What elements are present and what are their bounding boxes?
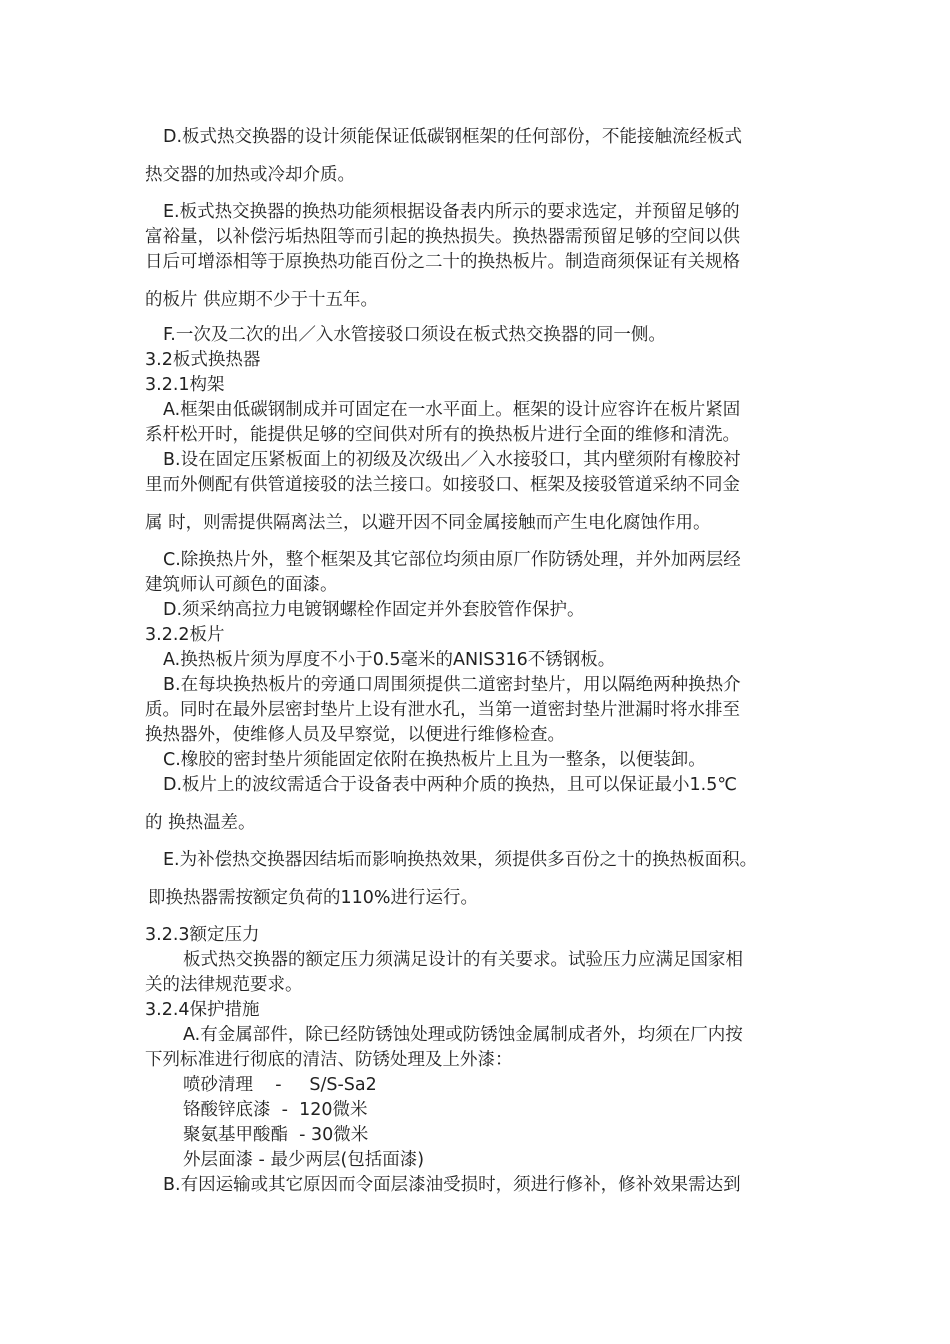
text-line: 富裕量，以补偿污垢热阻等而引起的换热损失。换热器需预留足够的空间以供	[145, 227, 740, 247]
section-heading: 3.2.1构架	[145, 375, 225, 395]
text-line: 质。同时在最外层密封垫片上设有泄水孔，当第一道密封垫片泄漏时将水排至	[145, 700, 740, 720]
text-line: 的 换热温差。	[145, 813, 256, 833]
text-line: B.有因运输或其它原因而令面层漆油受损时，须进行修补，修补效果需达到	[163, 1175, 741, 1195]
text-line: 热交器的加热或冷却介质。	[145, 165, 355, 185]
text-line: C.橡胶的密封垫片须能固定依附在换热板片上且为一整条，以便装卸。	[163, 750, 706, 770]
text-line: B.在每块换热板片的旁通口周围须提供二道密封垫片，用以隔绝两种换热介	[163, 675, 741, 695]
text-line: 系杆松开时，能提供足够的空间供对所有的换热板片进行全面的维修和清洗。	[145, 425, 740, 445]
section-heading: 3.2板式换热器	[145, 350, 261, 370]
spec-line: 外层面漆 - 最少两层(包括面漆)	[183, 1150, 425, 1170]
text-line: 换热器外，使维修人员及早察觉，以便进行维修检查。	[145, 725, 565, 745]
spec-line: 铬酸锌底漆 - 120微米	[183, 1100, 368, 1120]
text-line: D.板式热交换器的设计须能保证低碳钢框架的任何部份，不能接触流经板式	[163, 127, 743, 147]
text-line: A.换热板片须为厚度不小于0.5毫米的ANIS316不锈钢板。	[163, 650, 616, 670]
text-line: A.框架由低碳钢制成并可固定在一水平面上。框架的设计应容许在板片紧固	[163, 400, 741, 420]
text-line: D.须采纳高拉力电镀钢螺栓作固定并外套胶管作保护。	[163, 600, 585, 620]
text-line: 建筑师认可颜色的面漆。	[145, 575, 338, 595]
text-line: C.除换热片外，整个框架及其它部位均须由原厂作防锈处理，并外加两层经	[163, 550, 741, 570]
text-line: 里而外侧配有供管道接驳的法兰接口。如接驳口、框架及接驳管道采纳不同金	[145, 475, 740, 495]
spec-line: 聚氨基甲酸酯 - 30微米	[183, 1125, 369, 1145]
section-heading: 3.2.2板片	[145, 625, 225, 645]
section-heading: 3.2.4保护措施	[145, 1000, 260, 1020]
text-line: 板式热交换器的额定压力须满足设计的有关要求。试验压力应满足国家相	[183, 950, 743, 970]
section-heading: 3.2.3额定压力	[145, 925, 260, 945]
text-line: E.为补偿热交换器因结垢而影响换热效果，须提供多百份之十的换热板面积。	[163, 850, 758, 870]
text-line: 的板片 供应期不少于十五年。	[145, 290, 379, 310]
text-line: 即换热器需按额定负荷的110%进行运行。	[148, 888, 479, 908]
text-line: F.一次及二次的出／入水管接驳口须设在板式热交换器的同一侧。	[163, 325, 666, 345]
text-line: D.板片上的波纹需适合于设备表中两种介质的换热，且可以保证最小1.5℃	[163, 775, 738, 795]
text-line: A.有金属部件，除已经防锈蚀处理或防锈蚀金属制成者外，均须在厂内按	[183, 1025, 743, 1045]
text-line: 属 时，则需提供隔离法兰，以避开因不同金属接触而产生电化腐蚀作用。	[145, 513, 711, 533]
text-line: B.设在固定压紧板面上的初级及次级出／入水接驳口，其内壁须附有橡胶衬	[163, 450, 741, 470]
text-line: 下列标准进行彻底的清洁、防锈处理及上外漆：	[145, 1050, 513, 1070]
spec-line: 喷砂清理 - S/S-Sa2	[183, 1075, 377, 1095]
text-line: E.板式热交换器的换热功能须根据设备表内所示的要求选定，并预留足够的	[163, 202, 740, 222]
text-line: 关的法律规范要求。	[145, 975, 303, 995]
text-line: 日后可增添相等于原换热功能百份之二十的换热板片。制造商须保证有关规格	[145, 252, 740, 272]
